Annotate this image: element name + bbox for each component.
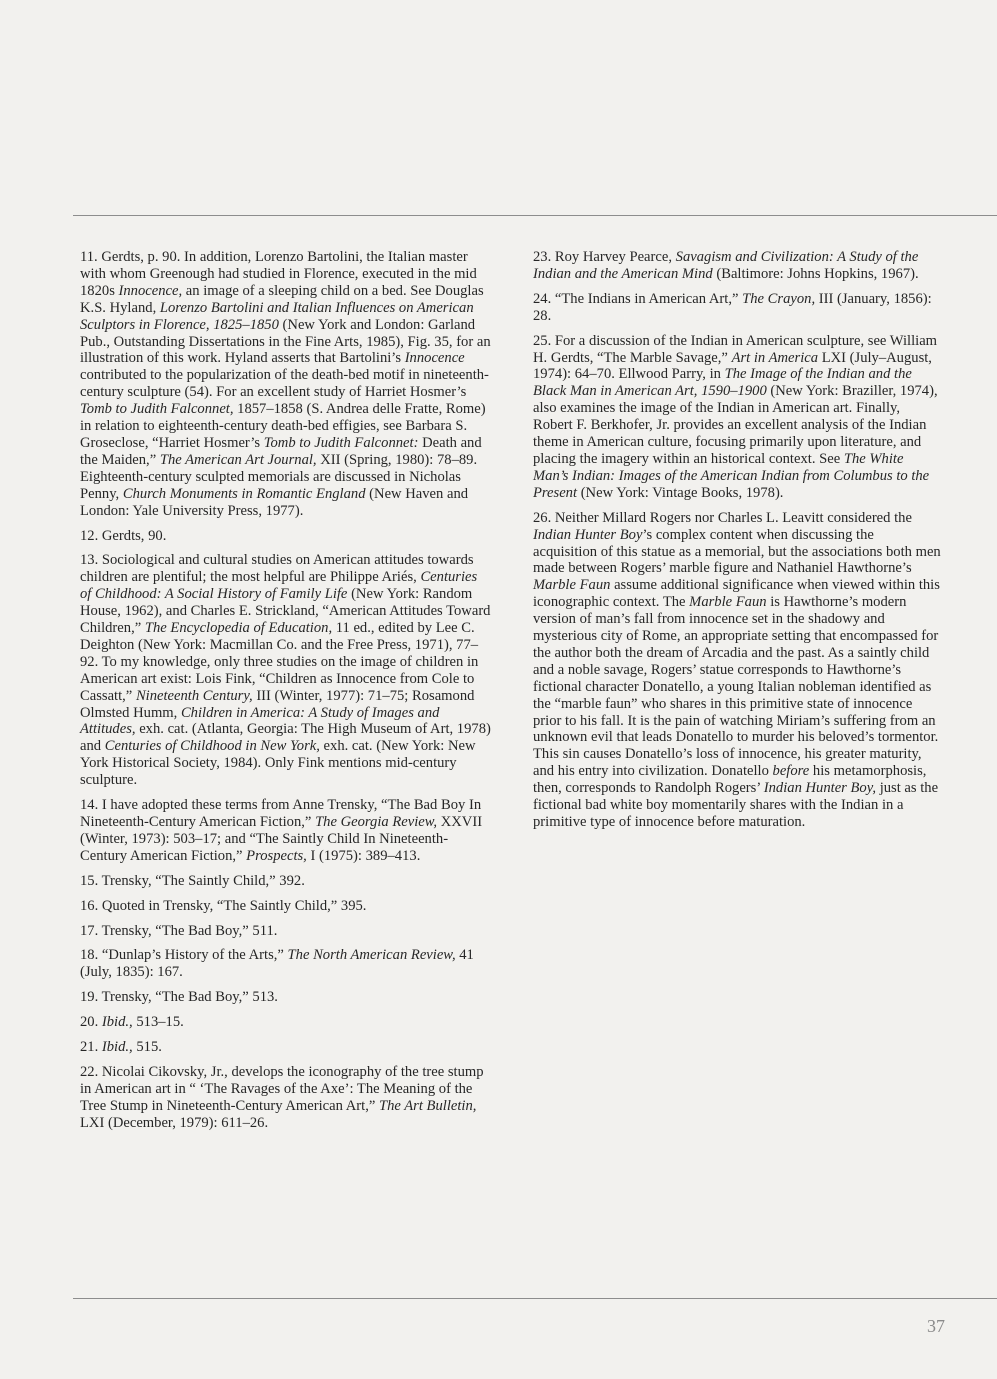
footnote bbox=[533, 291, 941, 325]
footnote-italic-text: before bbox=[772, 763, 810, 780]
footnote-text: 23. Roy Harvey Pearce, bbox=[533, 249, 676, 265]
footnote bbox=[80, 947, 492, 981]
footnote-text: 25. For a discussion of the Indian in American sculpture, see William H. Gerdts, “The Marble Savage,” bbox=[533, 332, 938, 366]
footnote-text: 26. Neither Millard Rogers nor Charles L. Leavitt considered the bbox=[533, 509, 912, 526]
footnote-italic-text: Indian Hunter Boy, bbox=[763, 780, 877, 797]
footnote-italic-text: Lorenzo Bartolini and Italian Influences on American Sculptors in Florence, 1825–1850 bbox=[80, 299, 474, 333]
footnote-italic-text: Children in America: A Study of Images and Attitudes, bbox=[80, 704, 440, 738]
footnote-italic-text: The Image of the Indian and the Black Man in American Art, 1590–1900 bbox=[533, 366, 912, 400]
footnote-text: an image of a sleeping child on a bed. See Douglas K.S. Hyland, bbox=[80, 282, 484, 316]
footnote-text: III (January, 1856): 28. bbox=[533, 290, 932, 324]
footnote bbox=[80, 1064, 492, 1132]
footnote-italic-text: Marble Faun bbox=[533, 577, 611, 594]
top-rule bbox=[73, 215, 997, 216]
footnote-text: (Baltimore: Johns Hopkins, 1967). bbox=[712, 265, 919, 282]
footnote bbox=[533, 510, 941, 831]
footnote-text: exh. cat. (Atlanta, Georgia: The High Museum of Art, 1978) and bbox=[80, 721, 491, 755]
footnote-text: XII (Spring, 1980): 78–89. Eighteenth-century sculpted memorials are discussed in Nicholas Penny, bbox=[80, 451, 478, 502]
footnote-text: contributed to the popularization of the death-bed motif in nineteenth-century sculpture (54). For an excellent study of Harriet Hosmer’s bbox=[80, 367, 489, 401]
footnote bbox=[80, 528, 492, 545]
footnote-text: XXVII (Winter, 1973): 503–17; and “The Saintly Child In Nineteenth-Century American Fiction,” bbox=[80, 814, 483, 864]
footnote-italic-text: The White Man’s Indian: Images of the American Indian from Columbus to the Present bbox=[533, 450, 930, 501]
footnote-text: 22. Nicolai Cikovsky, Jr., develops the iconography of the tree stump in American art in “ ‘The Ravages of the Axe’: The Meaning of the Tree Stump in Nineteenth-Century American Art,” bbox=[80, 1063, 484, 1114]
footnote-text: (New Haven and London: Yale University Press, 1977). bbox=[80, 485, 469, 519]
footnote-italic-text: The Encyclopedia of Education, bbox=[144, 620, 333, 637]
footnote-text: 20. bbox=[80, 1014, 102, 1031]
footnote-text: 21. bbox=[80, 1039, 102, 1056]
footnote-text: is Hawthorne’s modern version of man’s fall from innocence set in the shadowy and mysterious city of Rome, an appropriate setting that encompassed for the author both the dream of Arcadia and the past. As a saintly child and a noble savage, Rogers’ statue corresponds to Hawthorne’s fictional character Donatello, a young Italian nobleman identified as the “marble faun” who shares in this primitive state of innocence prior to his fall. It is the pain of watching Miriam’s suffering from an unknown evil that leads Donatello to murder his beloved’s tormentor. This sin causes Donatello’s loss of innocence, his greater maturity, and his entry into civilization. Donatello bbox=[533, 594, 939, 780]
footnote bbox=[80, 1039, 492, 1056]
footnote bbox=[80, 797, 492, 865]
footnote bbox=[80, 989, 492, 1006]
footnote-italic-text: Marble Faun bbox=[689, 594, 767, 611]
footnote-italic-text: Church Monuments in Romantic England bbox=[122, 485, 366, 502]
footnote-text: 15. Trensky, “The Saintly Child,” 392. bbox=[80, 872, 305, 889]
footnote bbox=[80, 873, 492, 890]
footnote-italic-text: Innocence bbox=[404, 350, 465, 367]
footnote-text: (New York: Vintage Books, 1978). bbox=[577, 484, 784, 501]
footnote-text: Death and the Maiden,” bbox=[80, 434, 482, 468]
footnote-italic-text: Art in America bbox=[731, 349, 819, 366]
footnote-text: 16. Quoted in Trensky, “The Saintly Child,” 395. bbox=[80, 897, 367, 914]
footnote bbox=[80, 923, 492, 940]
footnote bbox=[80, 249, 492, 520]
footnote-text: 19. Trensky, “The Bad Boy,” 513. bbox=[80, 989, 278, 1006]
footnote-text: his metamorphosis, then, corresponds to Randolph Rogers’ bbox=[533, 763, 927, 797]
footnote-text: LXI (December, 1979): 611–26. bbox=[80, 1114, 269, 1131]
footnote-text: (New York and London: Garland Pub., Outstanding Dissertations in the Fine Arts, 1985), Fig. 35, for an illustration of this work. Hyland asserts that Bartolini’s bbox=[80, 316, 491, 367]
footnote-text: 12. Gerdts, 90. bbox=[80, 527, 167, 544]
footnote-text: just as the fictional bad white boy momentarily shares with the Indian in a primitive type of innocence before maturation. bbox=[533, 780, 939, 830]
footnote-text: III (Winter, 1977): 71–75; Rosamond Olmsted Humm, bbox=[80, 687, 475, 721]
footnote-text: LXI (July–August, 1974): 64–70. Ellwood Parry, in bbox=[533, 349, 932, 383]
footnote-text: (New York: Braziller, 1974), also examines the image of the Indian in American art. Finally, Robert F. Berkhofer, Jr. provides an excellent analysis of the Indian theme in American culture, focusing primarily upon literature, and placing the imagery within an historical context. See bbox=[533, 383, 938, 467]
footnote-italic-text: The Crayon, bbox=[742, 290, 816, 307]
footnote-text: exh. cat. (New York: New York Historical Society, 1984). Only Fink mentions mid-century sculpture. bbox=[80, 738, 476, 789]
footnote bbox=[533, 333, 941, 502]
footnote-text: 24. “The Indians in American Art,” bbox=[533, 290, 743, 307]
bottom-rule bbox=[73, 1298, 997, 1299]
footnote-italic-text: Ibid., bbox=[101, 1014, 133, 1031]
footnote-text: 11. Gerdts, p. 90. In addition, Lorenzo Bartolini, the Italian master with whom Greenough had studied in Florence, executed in the mid 1820s bbox=[80, 249, 477, 299]
left-column bbox=[80, 249, 492, 1140]
footnote-text: 13. Sociological and cultural studies on American attitudes towards children are plentiful; the most helpful are Philippe Ariés, bbox=[80, 552, 474, 586]
footnote-text: 14. I have adopted these terms from Anne Trensky, “The Bad Boy In Nineteenth-Century American Fiction,” bbox=[80, 797, 482, 830]
footnote-text: (New York: Random House, 1962), and Charles E. Strickland, “American Attitudes Toward Children,” bbox=[80, 586, 491, 637]
footnote-italic-text: Tomb to Judith Falconnet: bbox=[263, 434, 419, 451]
footnote-italic-text: The Georgia Review, bbox=[315, 814, 438, 830]
footnote-italic-text: Innocence, bbox=[118, 282, 183, 299]
footnote-italic-text: Nineteenth Century, bbox=[135, 687, 253, 704]
footnote bbox=[80, 898, 492, 915]
footnote-text: 11 ed., edited by Lee C. Deighton (New York: Macmillan Co. and the Free Press, 1971), 77–92. To my knowledge, only three studies on the image of children in American art exist: Lois Fink, “Children as Innocence from Cole to Cassatt,” bbox=[80, 620, 479, 704]
footnote-text: 17. Trensky, “The Bad Boy,” 511. bbox=[80, 922, 278, 939]
footnote-text: assume additional significance when viewed within this iconographic context. The bbox=[533, 577, 940, 611]
footnote bbox=[80, 1014, 492, 1031]
footnote-text: 1857–1858 (S. Andrea delle Fratte, Rome) in relation to eighteenth-century death-bed effigies, see Barbara S. Groseclose, “Harriet Hosmer’s bbox=[80, 401, 486, 451]
footnote-italic-text: The North American Review, bbox=[287, 947, 456, 964]
footnote-italic-text: Tomb to Judith Falconnet, bbox=[80, 401, 234, 418]
footnote bbox=[533, 249, 941, 283]
page-number: 37 bbox=[927, 1316, 945, 1336]
footnote-italic-text: Centuries of Childhood in New York, bbox=[104, 738, 320, 755]
footnote-italic-text: Prospects, bbox=[246, 847, 307, 864]
footnote-text: 41 (July, 1835): 167. bbox=[80, 947, 474, 981]
footnote-italic-text: The Art Bulletin, bbox=[378, 1097, 477, 1114]
footnote-italic-text: The American Art Journal, bbox=[159, 451, 317, 468]
footnote-text: I (1975): 389–413. bbox=[306, 847, 421, 864]
footnote-italic-text: Savagism and Civilization: A Study of the Indian and the American Mind bbox=[533, 249, 919, 282]
footnote-italic-text: Ibid., bbox=[101, 1039, 133, 1056]
footnote bbox=[80, 552, 492, 789]
footnote-italic-text: Indian Hunter Boy bbox=[533, 526, 643, 543]
right-column bbox=[533, 249, 941, 839]
footnote-text: 515. bbox=[132, 1039, 162, 1056]
footnote-text: ’s complex content when discussing the acquisition of this statue as a memorial, but the associations both men made between Rogers’ marble figure and Nathaniel Hawthorne’s bbox=[533, 526, 941, 577]
footnote-italic-text: Centuries of Childhood: A Social History of Family Life bbox=[80, 569, 478, 603]
footnote-text: 18. “Dunlap’s History of the Arts,” bbox=[80, 947, 288, 964]
footnote-text: 513–15. bbox=[132, 1014, 184, 1031]
